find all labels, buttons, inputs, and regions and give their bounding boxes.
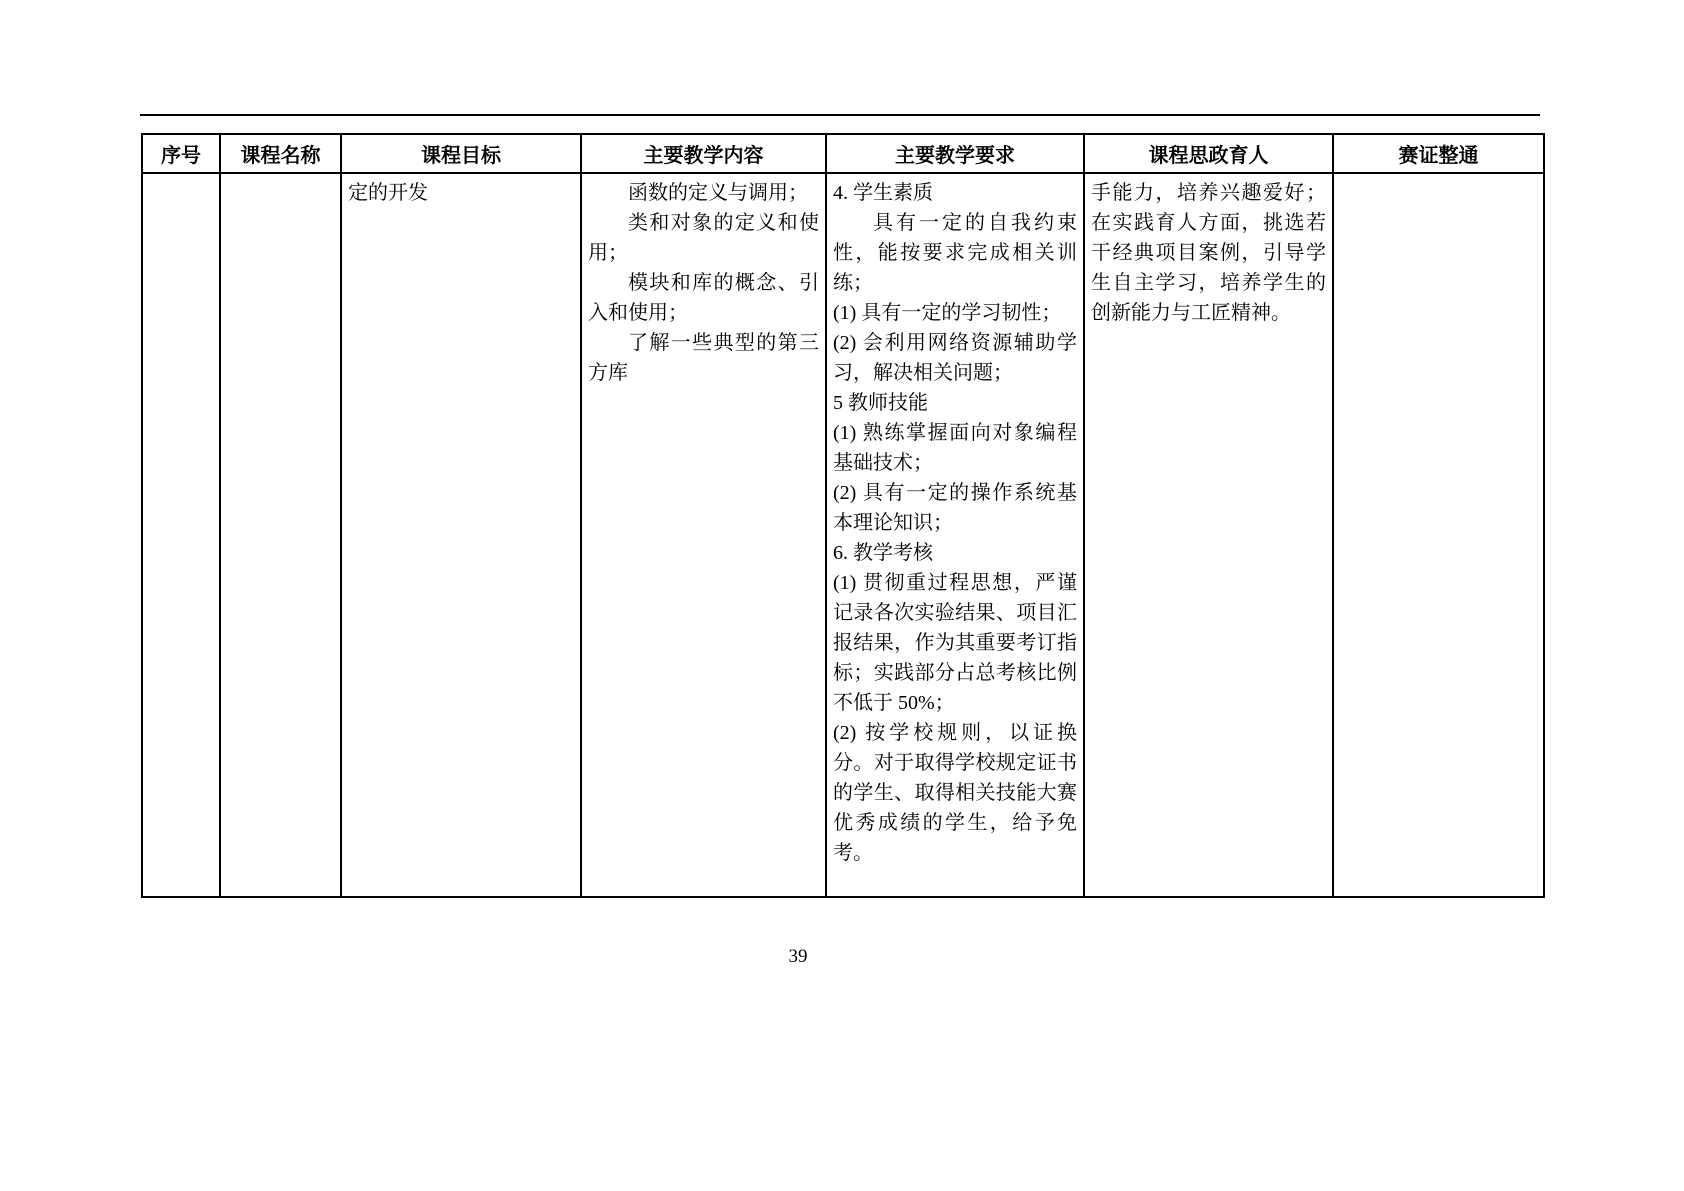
cell-ideology-education — [1084, 173, 1333, 897]
paragraph-line: (1) 具有一定的学习韧性； — [833, 302, 1062, 324]
col-header-competition-certification: 赛证整通 — [1333, 134, 1544, 173]
col-header-objectives: 课程目标 — [341, 134, 581, 173]
page-header-rule — [140, 114, 1540, 116]
col-header-seq: 序号 — [142, 134, 220, 173]
paragraph-line: 手能力，培养兴趣爱好；在实践育人方面，挑选若干经典项目案例，引导学生自主学习，培养学生的创新能力与工匠精神。 — [1091, 182, 1326, 324]
paragraph-line: 5 教师技能 — [833, 392, 928, 414]
paragraph-line: (2) 会利用网络资源辅助学习，解决相关问题； — [833, 332, 1077, 384]
paragraph-line: 4. 学生素质 — [833, 182, 933, 204]
paragraph-line: 6. 教学考核 — [833, 542, 933, 564]
page-number: 39 — [788, 946, 808, 967]
paragraph-line: (2) 按学校规则，以证换分。对于取得学校规定证书的学生、取得相关技能大赛优秀成绩的学生，给予免考。 — [833, 722, 1077, 864]
paragraph-line: (1) 贯彻重过程思想，严谨记录各次实验结果、项目汇报结果，作为其重要考订指标；实践部分占总考核比例不低于 50%； — [833, 572, 1077, 714]
cell-objectives — [341, 173, 581, 897]
paragraph-line: 具有一定的自我约束性，能按要求完成相关训练； — [833, 212, 1077, 294]
paragraph-line: 模块和库的概念、引入和使用； — [588, 272, 819, 324]
course-syllabus-table — [141, 133, 1545, 898]
col-header-teaching-content: 主要教学内容 — [581, 134, 826, 173]
cell-competition-certification — [1333, 173, 1544, 897]
cell-teaching-content — [581, 173, 826, 897]
paragraph-line: (2) 具有一定的操作系统基本理论知识； — [833, 482, 1077, 534]
paragraph-line: (1) 熟练掌握面向对象编程基础技术； — [833, 422, 1077, 474]
col-header-ideology-education: 课程思政育人 — [1084, 134, 1333, 173]
paragraph-line: 定的开发 — [348, 182, 428, 204]
col-header-course-name: 课程名称 — [220, 134, 341, 173]
cell-seq — [142, 173, 220, 897]
col-header-teaching-requirements: 主要教学要求 — [826, 134, 1084, 173]
paragraph-line: 类和对象的定义和使用； — [588, 212, 819, 264]
paragraph-line: 了解一些典型的第三方库 — [588, 332, 819, 384]
table-header-row — [142, 134, 1544, 173]
table-body-row — [142, 173, 1544, 897]
cell-course-name — [220, 173, 341, 897]
paragraph-line: 函数的定义与调用； — [628, 182, 808, 204]
cell-teaching-requirements — [826, 173, 1084, 897]
